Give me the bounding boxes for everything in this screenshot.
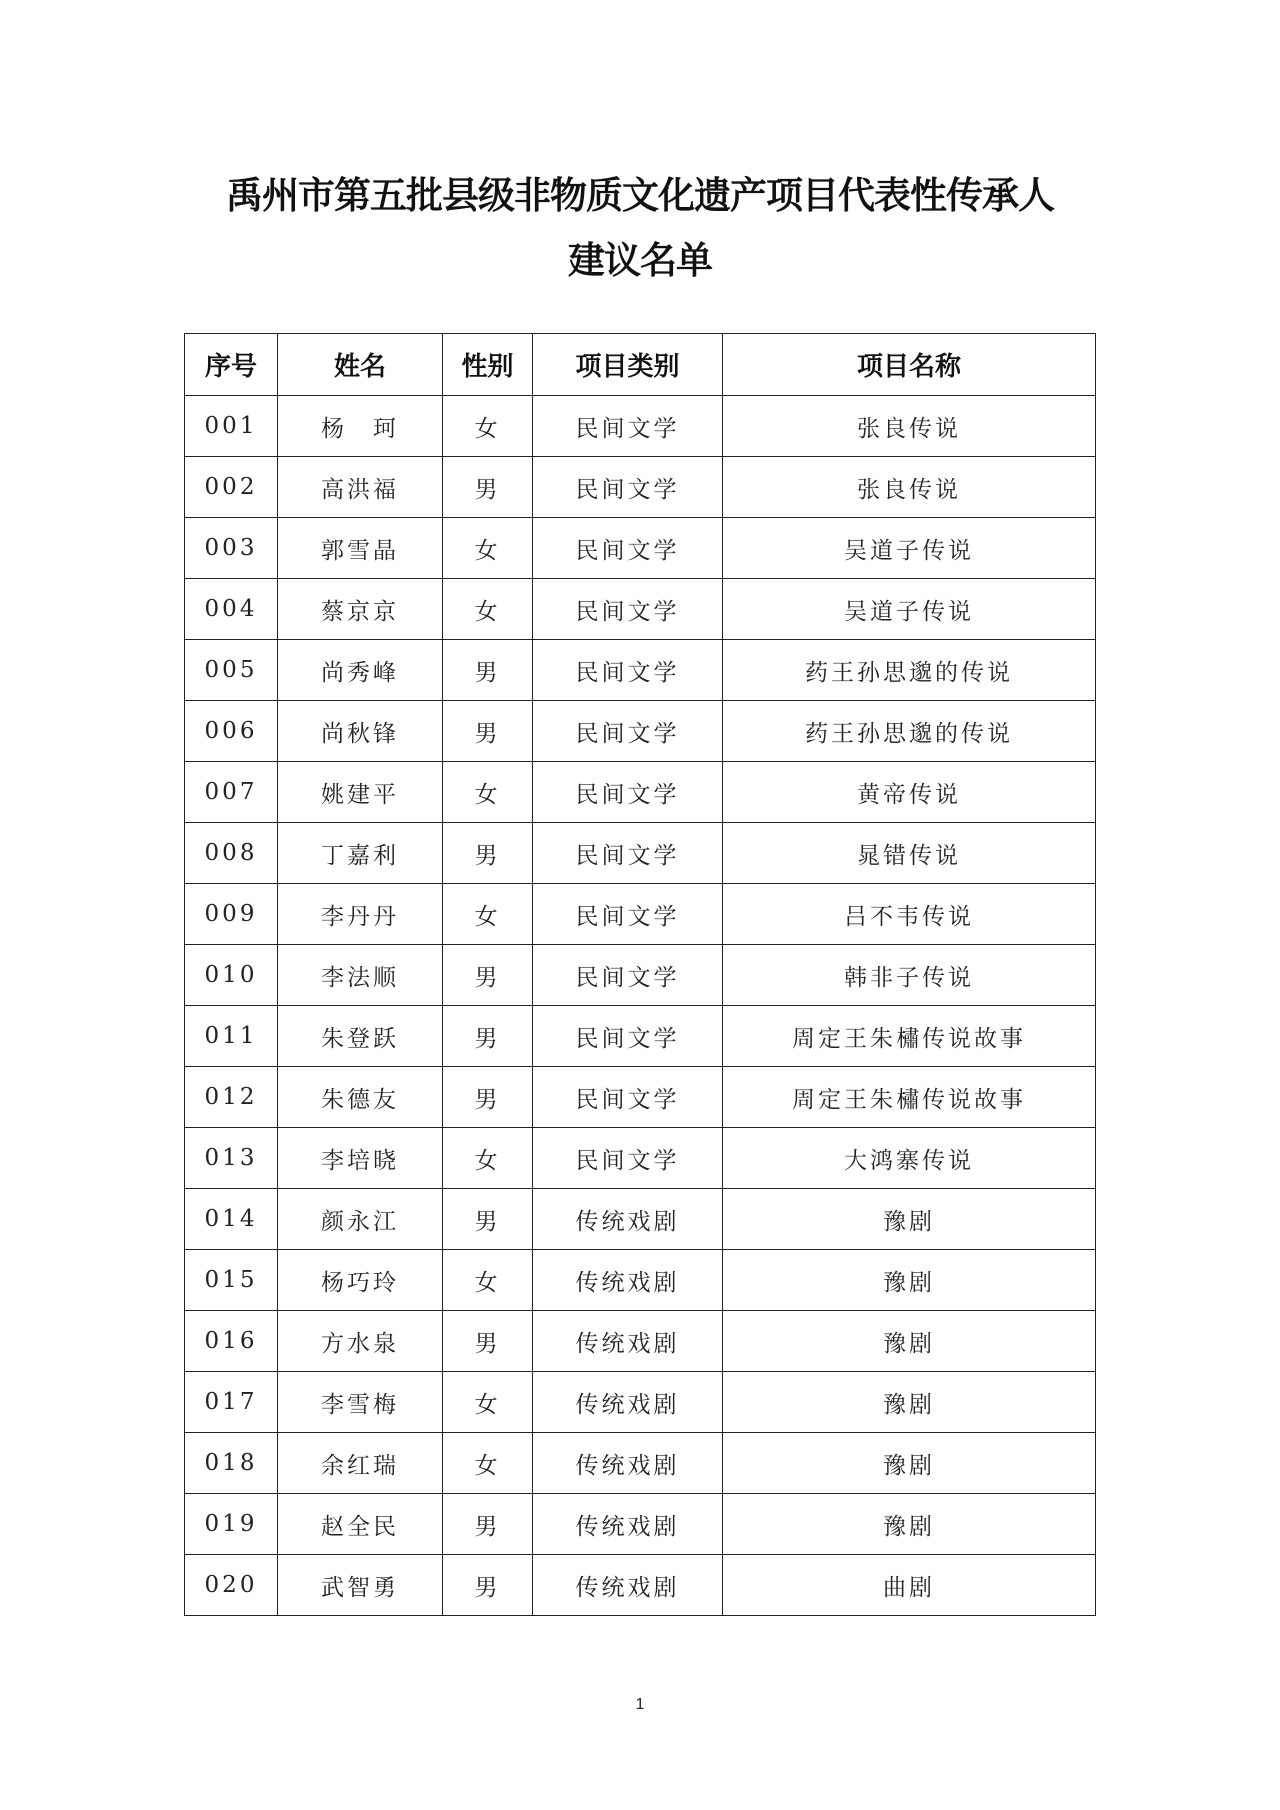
- table-row: [185, 823, 1096, 884]
- project-cell: 药王孙思邈的传说: [723, 701, 1096, 762]
- gender-cell: 女: [443, 884, 533, 945]
- category-cell: 民间文学: [533, 640, 723, 701]
- category-cell: 传统戏剧: [533, 1372, 723, 1433]
- table-row: [185, 1311, 1096, 1372]
- table-row: [185, 1006, 1096, 1067]
- serial-cell: 007: [185, 762, 278, 823]
- document-subtitle: 建议名单: [568, 239, 712, 282]
- gender-cell: 男: [443, 457, 533, 518]
- gender-cell: 女: [443, 518, 533, 579]
- category-cell: 传统戏剧: [533, 1250, 723, 1311]
- header-category: 项目类别: [533, 334, 723, 396]
- serial-cell: 016: [185, 1311, 278, 1372]
- table-row: [185, 945, 1096, 1006]
- name-cell: 朱登跃: [278, 1006, 443, 1067]
- serial-cell: 005: [185, 640, 278, 701]
- name-cell: 李培晓: [278, 1128, 443, 1189]
- project-cell: 豫剧: [723, 1250, 1096, 1311]
- inheritor-table: [184, 333, 1096, 1616]
- table-row: [185, 396, 1096, 457]
- name-cell: 李雪梅: [278, 1372, 443, 1433]
- table-row: [185, 457, 1096, 518]
- name-cell: 赵全民: [278, 1494, 443, 1555]
- category-cell: 民间文学: [533, 1006, 723, 1067]
- gender-cell: 男: [443, 640, 533, 701]
- table-row: [185, 640, 1096, 701]
- name-cell: 高洪福: [278, 457, 443, 518]
- category-cell: 传统戏剧: [533, 1433, 723, 1494]
- gender-cell: 男: [443, 1494, 533, 1555]
- project-cell: 豫剧: [723, 1433, 1096, 1494]
- name-cell: 丁嘉利: [278, 823, 443, 884]
- project-cell: 豫剧: [723, 1189, 1096, 1250]
- serial-cell: 015: [185, 1250, 278, 1311]
- table-row: [185, 701, 1096, 762]
- table-header-row: [185, 334, 1096, 396]
- project-cell: 周定王朱橚传说故事: [723, 1006, 1096, 1067]
- serial-cell: 001: [185, 396, 278, 457]
- table-row: [185, 1067, 1096, 1128]
- name-cell: 蔡京京: [278, 579, 443, 640]
- name-cell: 武智勇: [278, 1555, 443, 1616]
- name-cell: 杨 珂: [278, 396, 443, 457]
- name-cell: 李法顺: [278, 945, 443, 1006]
- serial-cell: 003: [185, 518, 278, 579]
- project-cell: 晁错传说: [723, 823, 1096, 884]
- table-row: [185, 1372, 1096, 1433]
- category-cell: 民间文学: [533, 579, 723, 640]
- name-cell: 余红瑞: [278, 1433, 443, 1494]
- project-cell: 吕不韦传说: [723, 884, 1096, 945]
- category-cell: 民间文学: [533, 518, 723, 579]
- name-cell: 方水泉: [278, 1311, 443, 1372]
- gender-cell: 女: [443, 1250, 533, 1311]
- category-cell: 传统戏剧: [533, 1311, 723, 1372]
- project-cell: 药王孙思邈的传说: [723, 640, 1096, 701]
- gender-cell: 女: [443, 1128, 533, 1189]
- gender-cell: 男: [443, 701, 533, 762]
- gender-cell: 男: [443, 1006, 533, 1067]
- serial-cell: 013: [185, 1128, 278, 1189]
- name-cell: 李丹丹: [278, 884, 443, 945]
- serial-cell: 010: [185, 945, 278, 1006]
- serial-cell: 014: [185, 1189, 278, 1250]
- serial-cell: 008: [185, 823, 278, 884]
- category-cell: 民间文学: [533, 884, 723, 945]
- name-cell: 姚建平: [278, 762, 443, 823]
- project-cell: 吴道子传说: [723, 579, 1096, 640]
- project-cell: 豫剧: [723, 1494, 1096, 1555]
- gender-cell: 女: [443, 579, 533, 640]
- serial-cell: 020: [185, 1555, 278, 1616]
- table-row: [185, 1433, 1096, 1494]
- table-row: [185, 1494, 1096, 1555]
- gender-cell: 男: [443, 1311, 533, 1372]
- name-cell: 杨巧玲: [278, 1250, 443, 1311]
- gender-cell: 男: [443, 1067, 533, 1128]
- name-cell: 郭雪晶: [278, 518, 443, 579]
- category-cell: 民间文学: [533, 396, 723, 457]
- gender-cell: 男: [443, 1189, 533, 1250]
- project-cell: 黄帝传说: [723, 762, 1096, 823]
- table-row: [185, 1250, 1096, 1311]
- category-cell: 民间文学: [533, 762, 723, 823]
- gender-cell: 女: [443, 1433, 533, 1494]
- category-cell: 民间文学: [533, 701, 723, 762]
- name-cell: 尚秀峰: [278, 640, 443, 701]
- category-cell: 民间文学: [533, 457, 723, 518]
- project-cell: 大鸿寨传说: [723, 1128, 1096, 1189]
- gender-cell: 女: [443, 396, 533, 457]
- table-row: [185, 884, 1096, 945]
- project-cell: 韩非子传说: [723, 945, 1096, 1006]
- category-cell: 传统戏剧: [533, 1189, 723, 1250]
- category-cell: 传统戏剧: [533, 1555, 723, 1616]
- header-serial: 序号: [185, 334, 278, 396]
- serial-cell: 004: [185, 579, 278, 640]
- page-number: 1: [635, 1696, 645, 1713]
- project-cell: 张良传说: [723, 396, 1096, 457]
- gender-cell: 男: [443, 945, 533, 1006]
- project-cell: 吴道子传说: [723, 518, 1096, 579]
- table-row: [185, 1189, 1096, 1250]
- project-cell: 豫剧: [723, 1311, 1096, 1372]
- name-cell: 颜永江: [278, 1189, 443, 1250]
- table-body: [185, 396, 1096, 1616]
- table-row: [185, 1555, 1096, 1616]
- name-cell: 尚秋锋: [278, 701, 443, 762]
- category-cell: 民间文学: [533, 945, 723, 1006]
- serial-cell: 019: [185, 1494, 278, 1555]
- serial-cell: 011: [185, 1006, 278, 1067]
- project-cell: 周定王朱橚传说故事: [723, 1067, 1096, 1128]
- document-title: 禹州市第五批县级非物质文化遗产项目代表性传承人: [226, 174, 1054, 217]
- serial-cell: 012: [185, 1067, 278, 1128]
- serial-cell: 002: [185, 457, 278, 518]
- name-cell: 朱德友: [278, 1067, 443, 1128]
- table-row: [185, 762, 1096, 823]
- header-gender: 性别: [443, 334, 533, 396]
- category-cell: 民间文学: [533, 1128, 723, 1189]
- project-cell: 张良传说: [723, 457, 1096, 518]
- header-project: 项目名称: [723, 334, 1096, 396]
- category-cell: 民间文学: [533, 1067, 723, 1128]
- category-cell: 民间文学: [533, 823, 723, 884]
- table-row: [185, 1128, 1096, 1189]
- gender-cell: 男: [443, 1555, 533, 1616]
- serial-cell: 009: [185, 884, 278, 945]
- serial-cell: 017: [185, 1372, 278, 1433]
- gender-cell: 女: [443, 1372, 533, 1433]
- header-name: 姓名: [278, 334, 443, 396]
- gender-cell: 女: [443, 762, 533, 823]
- table-row: [185, 579, 1096, 640]
- serial-cell: 006: [185, 701, 278, 762]
- gender-cell: 男: [443, 823, 533, 884]
- table-row: [185, 518, 1096, 579]
- project-cell: 曲剧: [723, 1555, 1096, 1616]
- category-cell: 传统戏剧: [533, 1494, 723, 1555]
- project-cell: 豫剧: [723, 1372, 1096, 1433]
- serial-cell: 018: [185, 1433, 278, 1494]
